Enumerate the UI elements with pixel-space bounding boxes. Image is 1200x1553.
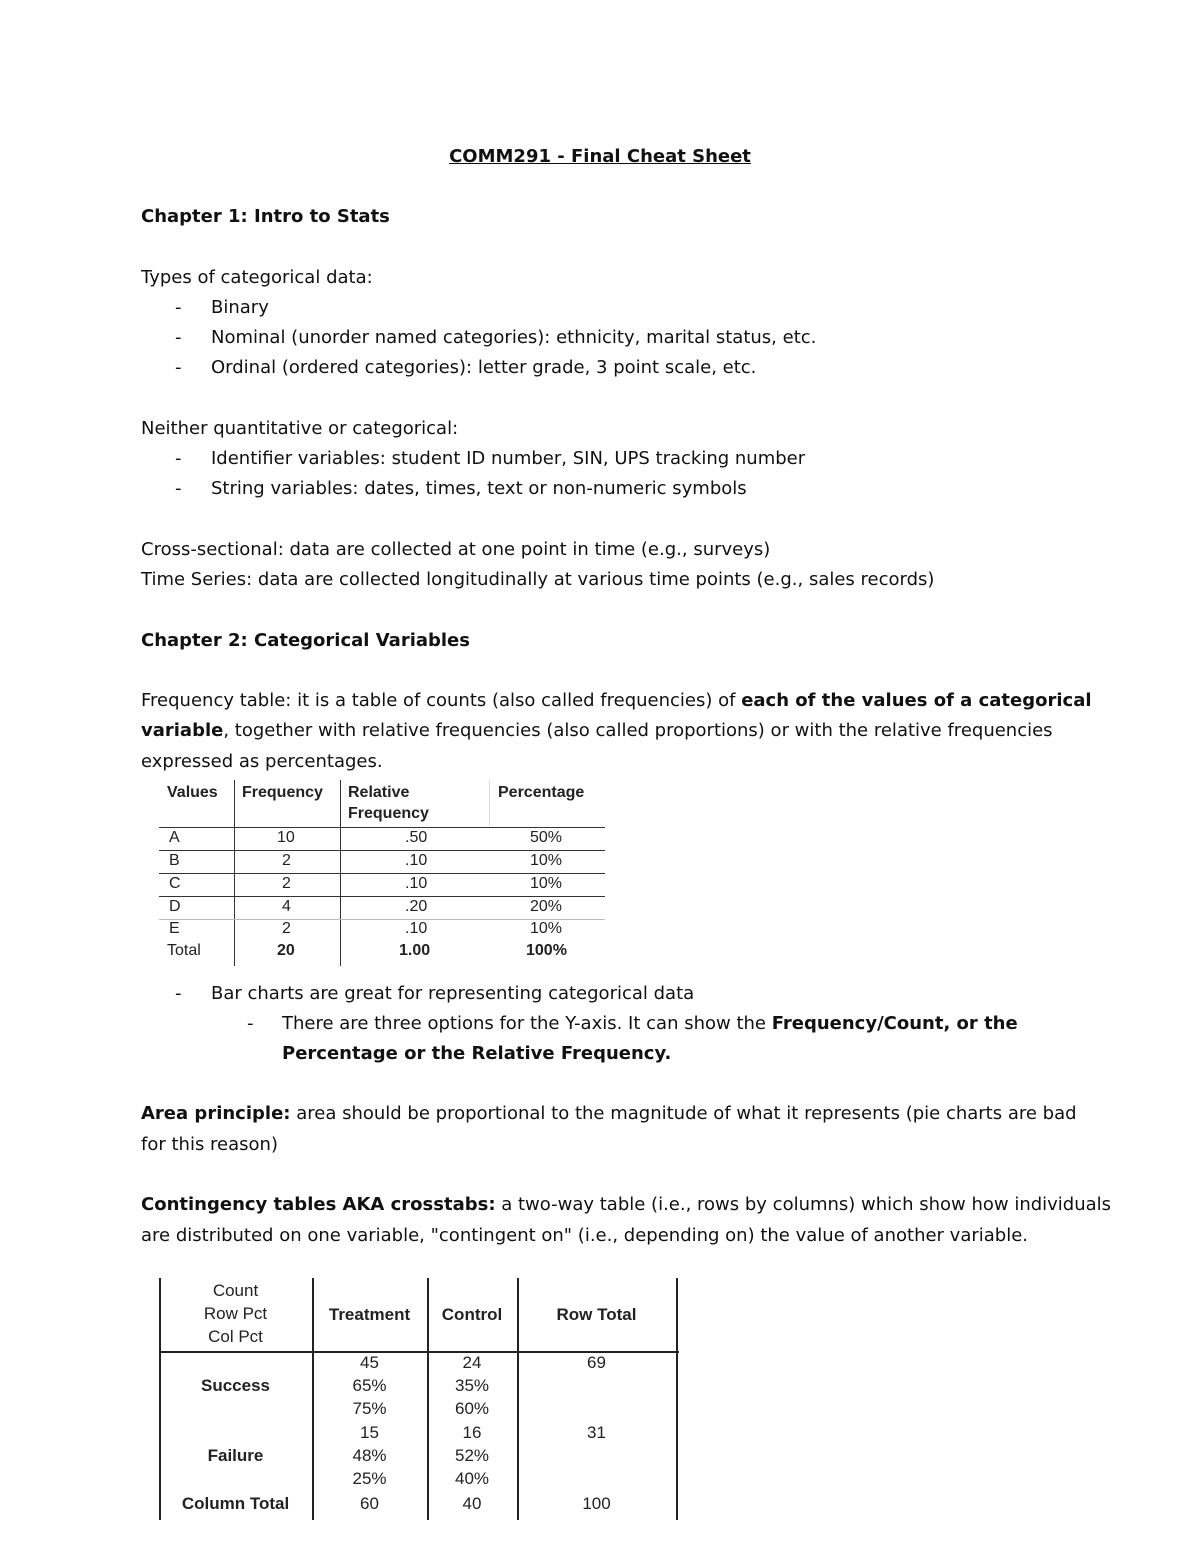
frequency-paragraph-line-3: expressed as percentages.	[141, 751, 383, 772]
table-cell: 100	[582, 1494, 611, 1513]
table-cell: E	[169, 920, 180, 937]
table-cell: 20	[277, 942, 295, 959]
list-item: String variables: dates, times, text or non-numeric symbols	[211, 478, 747, 499]
table-rule	[159, 873, 605, 874]
table-cell: .10	[405, 920, 428, 937]
table-divider	[489, 780, 490, 826]
bullet-dash: -	[175, 983, 182, 1004]
bullet-dash: -	[175, 327, 182, 348]
table-cell: 24	[462, 1353, 482, 1372]
table-cell: D	[169, 898, 181, 915]
column-header: Control	[441, 1305, 503, 1324]
chapter-2-heading: Chapter 2: Categorical Variables	[141, 630, 470, 651]
contingency-table	[159, 1278, 679, 1520]
table-cell: 2	[282, 920, 291, 937]
column-header: Percentage	[498, 784, 585, 801]
table-cell: 10%	[530, 920, 563, 937]
corner-label: Count	[212, 1281, 259, 1300]
text-run: a two-way table (i.e., rows by columns) which show how individuals	[495, 1194, 1112, 1215]
text-run: area should be proportional to the magnitude of what it represents (pie charts are bad	[290, 1103, 1077, 1124]
chapter-1-heading: Chapter 1: Intro to Stats	[141, 206, 390, 227]
area-principle-line-1	[141, 1099, 1077, 1129]
frequency-table	[159, 780, 605, 966]
table-cell: C	[169, 875, 181, 892]
bullet-dash: -	[175, 357, 182, 378]
bold-text-run: Area principle:	[141, 1103, 291, 1124]
frequency-paragraph-line-1	[141, 686, 1092, 716]
bullet-dash: -	[247, 1013, 254, 1034]
table-cell: .20	[405, 898, 428, 915]
list-item: Bar charts are great for representing categorical data	[211, 983, 695, 1004]
table-cell: 65%	[352, 1376, 387, 1395]
table-cell: 60	[360, 1494, 379, 1513]
cross-sectional-text: Cross-sectional: data are collected at one point in time (e.g., surveys)	[141, 539, 771, 560]
table-divider	[676, 1278, 678, 1520]
row-label: Success	[201, 1376, 270, 1395]
table-cell: A	[169, 829, 180, 846]
bullet-dash: -	[175, 478, 182, 499]
table-cell: 2	[282, 875, 291, 892]
types-intro: Types of categorical data:	[141, 267, 373, 288]
table-cell: 35%	[454, 1376, 490, 1395]
text-run: , together with relative frequencies (also called proportions) or with the relative frequencies	[223, 720, 1053, 741]
bullet-dash: -	[175, 297, 182, 318]
table-cell: 10%	[530, 852, 563, 869]
contingency-line-2: are distributed on one variable, "contingent on" (i.e., depending on) the value of another variable.	[141, 1225, 1029, 1246]
neither-intro: Neither quantitative or categorical:	[141, 418, 459, 439]
bold-text-run: variable	[141, 720, 224, 741]
table-cell: 25%	[352, 1469, 387, 1488]
list-item: Nominal (unorder named categories): ethnicity, marital status, etc.	[211, 327, 817, 348]
table-cell: 2	[282, 852, 291, 869]
column-header: Frequency	[348, 805, 429, 822]
table-cell: 10%	[530, 875, 563, 892]
table-cell: 45	[360, 1353, 379, 1372]
table-cell: 1.00	[399, 942, 431, 959]
table-rule	[159, 850, 605, 851]
column-header: Row Total	[556, 1305, 637, 1324]
bold-text-run: Contingency tables AKA crosstabs:	[141, 1194, 496, 1215]
sub-list-item	[282, 1009, 1018, 1039]
table-cell: B	[169, 852, 180, 869]
corner-label: Col Pct	[208, 1327, 263, 1346]
text-run: There are three options for the Y-axis. It can show the	[282, 1013, 772, 1034]
text-run: Frequency table: it is a table of counts (also called frequencies) of	[141, 690, 742, 711]
table-cell: .10	[405, 875, 428, 892]
bullet-dash: -	[175, 448, 182, 469]
frequency-paragraph-line-2	[141, 716, 1053, 746]
table-cell: 4	[282, 898, 291, 915]
table-rule	[159, 827, 605, 828]
list-item: Ordinal (ordered categories): letter grade, 3 point scale, etc.	[211, 357, 757, 378]
area-principle-line-2: for this reason)	[141, 1134, 278, 1155]
table-cell: 20%	[530, 898, 563, 915]
column-header: Values	[167, 784, 218, 801]
page-title: COMM291 - Final Cheat Sheet	[449, 146, 751, 167]
column-header: Treatment	[328, 1305, 411, 1324]
bold-text-run: each of the values of a categorical	[741, 690, 1092, 711]
table-cell: 31	[587, 1423, 606, 1442]
column-header: Frequency	[242, 784, 323, 801]
table-cell: 60%	[454, 1399, 490, 1418]
table-cell: .10	[405, 852, 428, 869]
column-header: Relative	[348, 784, 410, 801]
sub-list-item-continued: Percentage or the Relative Frequency.	[282, 1043, 672, 1064]
table-cell: .50	[405, 829, 428, 846]
table-cell: 40%	[454, 1469, 490, 1488]
table-cell: 40	[462, 1494, 482, 1513]
corner-label: Row Pct	[203, 1304, 268, 1323]
time-series-text: Time Series: data are collected longitudinally at various time points (e.g., sales records)	[141, 569, 935, 590]
row-label: Failure	[207, 1446, 264, 1465]
table-cell: 15	[360, 1423, 379, 1442]
table-cell: 100%	[526, 942, 567, 959]
row-label: Column Total	[181, 1494, 290, 1513]
table-cell: 48%	[352, 1446, 387, 1465]
table-total-label: Total	[167, 942, 201, 959]
table-cell: 75%	[352, 1399, 387, 1418]
table-cell: 69	[587, 1353, 606, 1372]
table-cell: 10	[277, 829, 295, 846]
table-cell: 52%	[454, 1446, 490, 1465]
contingency-line-1	[141, 1190, 1111, 1220]
list-item: Identifier variables: student ID number, SIN, UPS tracking number	[211, 448, 806, 469]
table-cell: 50%	[530, 829, 563, 846]
table-rule	[159, 896, 605, 897]
bold-text-run: Frequency/Count, or the	[771, 1013, 1018, 1034]
table-cell: 16	[462, 1423, 482, 1442]
list-item: Binary	[211, 297, 269, 318]
